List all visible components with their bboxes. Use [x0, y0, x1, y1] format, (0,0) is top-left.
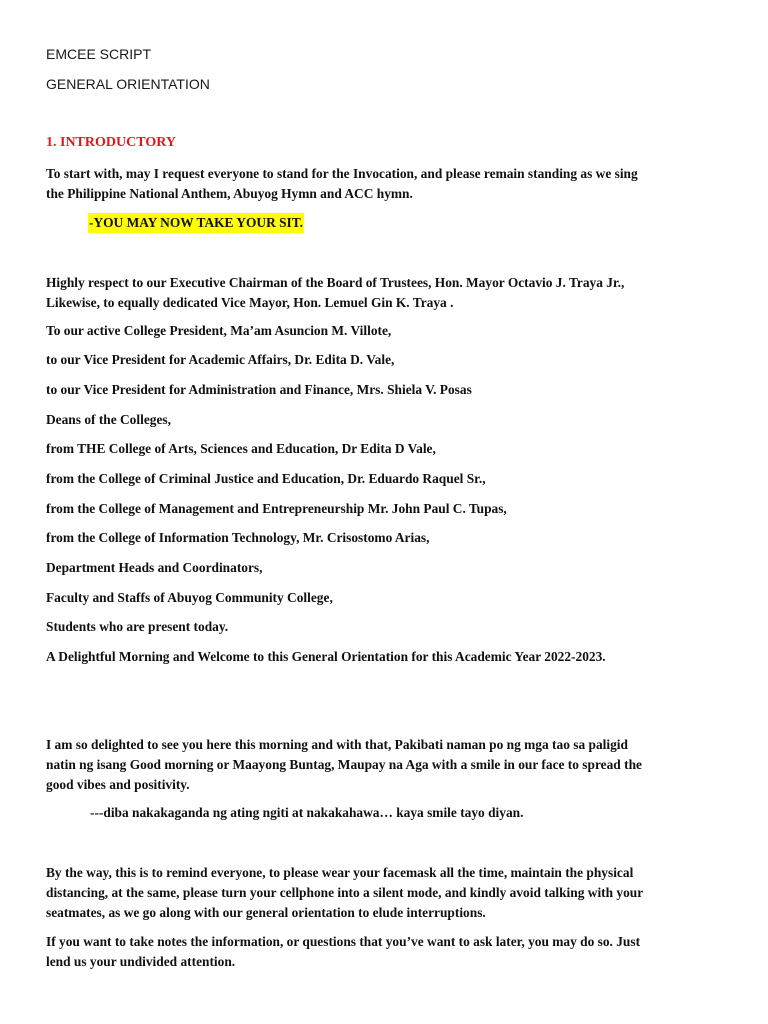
greeting-item: from the College of Management and Entrepreneurship Mr. John Paul C. Tupas,	[46, 501, 507, 516]
intro-line: the Philippine National Anthem, Abuyog Hymn and ACC hymn.	[46, 186, 413, 201]
greeting-item: to our Vice President for Administration and Finance, Mrs. Shiela V. Posas	[46, 382, 472, 397]
chairman-greeting	[46, 273, 726, 313]
greeting-item: from THE College of Arts, Sciences and Education, Dr Edita D Vale,	[46, 441, 436, 456]
notes-line: lend us your undivided attention.	[46, 954, 236, 969]
greeting-item: from the College of Criminal Justice and Education, Dr. Eduardo Raquel Sr.,	[46, 471, 486, 486]
reminder-line: seatmates, as we go along with our general orientation to elude interruptions.	[46, 905, 486, 920]
greeting-item: to our Vice President for Academic Affairs, Dr. Edita D. Vale,	[46, 352, 395, 367]
delight-line: good vibes and positivity.	[46, 777, 190, 792]
greeting-item: Department Heads and Coordinators,	[46, 560, 263, 575]
greeting-item: Students who are present today.	[46, 619, 229, 634]
vice-mayor-line: Likewise, to equally dedicated Vice Mayor, Hon. Lemuel Gin K. Traya .	[46, 295, 454, 310]
script-subtitle: GENERAL ORIENTATION	[46, 76, 210, 92]
delight-line: I am so delighted to see you here this morning and with that, Pakibati naman po ng mga tao sa paligid	[46, 737, 628, 752]
script-title: EMCEE SCRIPT	[46, 46, 152, 62]
reminder-line: By the way, this is to remind everyone, to please wear your facemask all the time, maintain the physical	[46, 865, 634, 880]
highlighted-instruction: -YOU MAY NOW TAKE YOUR SIT.	[88, 213, 304, 233]
aside-remark: ---diba nakakaganda ng ating ngiti at nakakahawa… kaya smile tayo diyan.	[90, 805, 524, 820]
greeting-item: from the College of Information Technology, Mr. Crisostomo Arias,	[46, 530, 430, 545]
reminder-line: distancing, at the same, please turn your cellphone into a silent mode, and kindly avoid talking with your	[46, 885, 644, 900]
intro-line: To start with, may I request everyone to stand for the Invocation, and please remain standing as we sing	[46, 166, 638, 181]
greeting-item: To our active College President, Ma’am Asuncion M. Villote,	[46, 323, 392, 338]
intro-paragraph	[46, 164, 726, 204]
reminder-paragraph	[46, 863, 726, 923]
notes-paragraph	[46, 932, 726, 972]
notes-line: If you want to take notes the information, or questions that you’ve want to ask later, you may do so. Just	[46, 934, 641, 949]
delight-line: natin ng isang Good morning or Maayong Buntag, Maupay na Aga with a smile in our face to spread the	[46, 757, 642, 772]
greeting-item: A Delightful Morning and Welcome to this General Orientation for this Academic Year 2022-2023.	[46, 649, 606, 664]
delight-paragraph	[46, 735, 726, 795]
chairman-line: Highly respect to our Executive Chairman of the Board of Trustees, Hon. Mayor Octavio J. Traya Jr.,	[46, 275, 625, 290]
greeting-item: Faculty and Staffs of Abuyog Community College,	[46, 590, 333, 605]
section-heading: 1. INTRODUCTORY	[46, 135, 176, 150]
greeting-item: Deans of the Colleges,	[46, 412, 171, 427]
